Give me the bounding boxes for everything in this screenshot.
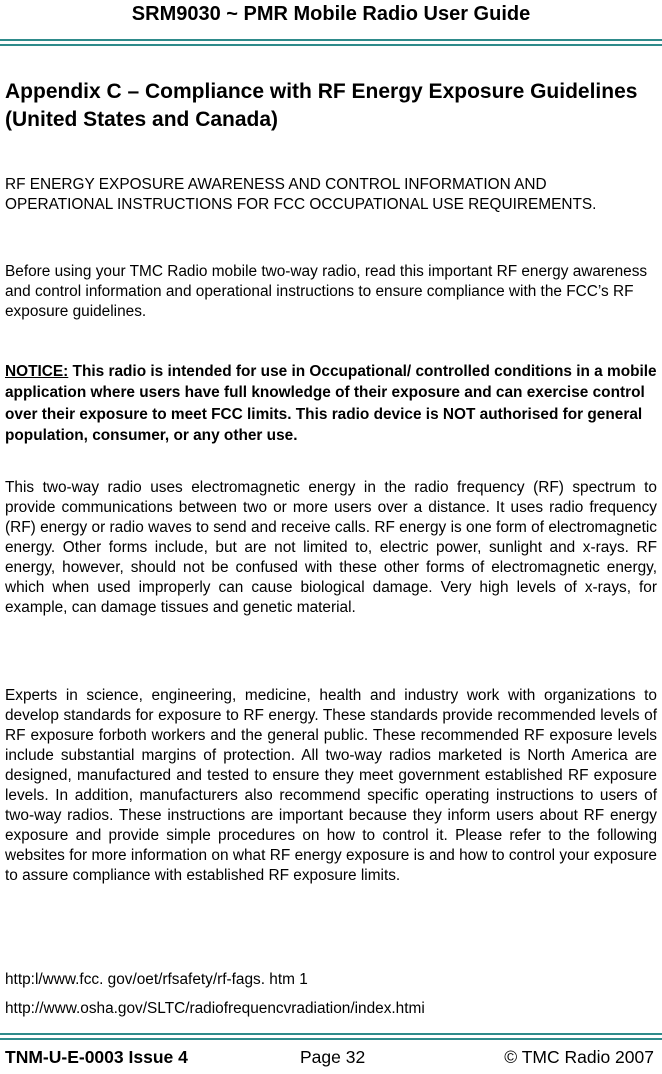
notice-paragraph — [5, 361, 657, 447]
header-rule-bottom — [0, 44, 662, 46]
fcc-url-link[interactable]: http:l/www.fcc. gov/oet/rfsafety/rf-fags. htm 1 — [5, 971, 308, 988]
footer-rule-bottom — [0, 1038, 662, 1040]
appendix-heading: Appendix C – Compliance with RF Energy Exposure Guidelines (United States and Canada) — [5, 80, 638, 131]
page-header-title: SRM9030 ~ PMR Mobile Radio User Guide — [131, 3, 531, 25]
intro-caps-paragraph: RF ENERGY EXPOSURE AWARENESS AND CONTROL INFORMATION AND OPERATIONAL INSTRUCTIONS FOR FCC OCCUPATIONAL USE REQUIREMENTS. — [5, 176, 597, 213]
footer-page-number: Page 32 — [300, 1047, 366, 1067]
experts-paragraph: Experts in science, engineering, medicine, health and industry work with organizations to develop standards for exposure to RF energy. These standards provide recommended levels of RF exposure forboth workers and the general public. These recommended RF exposure levels include substantial margins of protection. All two-way radios marketed is North America are designed, manufactured and tested to ensure they meet government established RF exposure levels. In addition, manufacturers also recommend specific operating instructions to users of two-way radios. These instructions are important because they inform users about RF energy exposure and provide simple procedures on how to control it. Please refer to the following websites for more information on what RF energy exposure is and how to control your exposure to assure compliance with established RF exposure limits. — [5, 687, 657, 884]
footer-copyright: © TMC Radio 2007 — [504, 1047, 654, 1067]
header-rule-top — [0, 39, 662, 41]
osha-url-link[interactable]: http://www.osha.gov/SLTC/radiofrequencvradiation/index.htmi — [5, 1000, 425, 1017]
footer-document-id: TNM-U-E-0003 Issue 4 — [5, 1047, 188, 1067]
notice-text: This radio is intended for use in Occupational/ controlled conditions in a mobile application where users have full knowledge of their exposure and can exercise control over their exposure to meet FCC limits. This radio device is NOT authorised for general population, consumer, or any other use. — [5, 363, 657, 445]
notice-label: NOTICE: — [5, 363, 69, 380]
two-way-radio-paragraph: This two-way radio uses electromagnetic energy in the radio frequency (RF) spectrum to provide communications between two or more users over a distance. It uses radio frequency (RF) energy or radio waves to send and receive calls. RF energy is one form of electromagnetic energy. Other forms include, but are not limited to, electric power, sunlight and x-rays. RF energy, however, should not be confused with these other forms of electromagnetic energy, which when used improperly can cause biological damage. Very high levels of x-rays, for example, can damage tissues and genetic material. — [5, 479, 657, 616]
footer-rule-top — [0, 1033, 662, 1035]
before-using-paragraph: Before using your TMC Radio mobile two-way radio, read this important RF energy awareness and control information and operational instructions to ensure compliance with the FCC’s RF exposure guidelines. — [5, 263, 648, 320]
